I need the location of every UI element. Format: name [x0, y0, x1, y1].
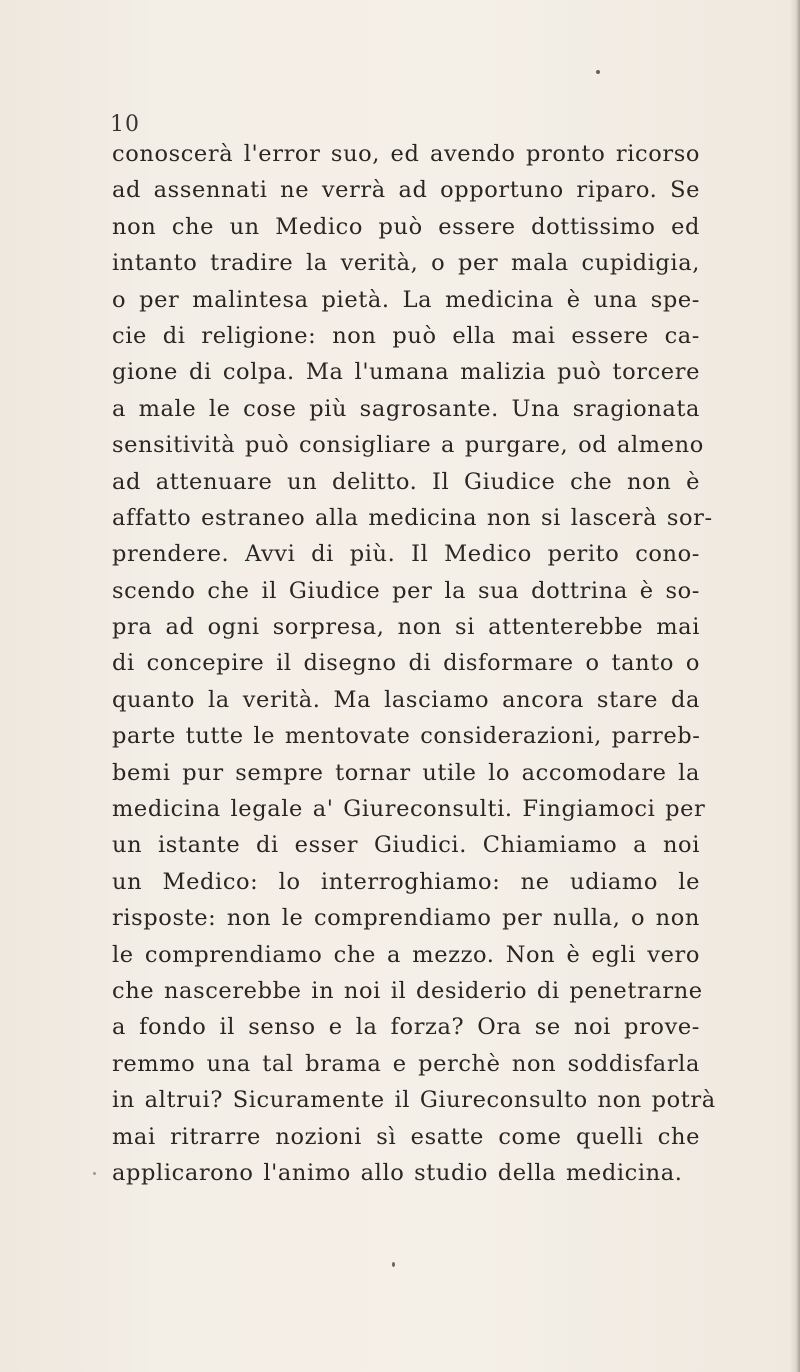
text-line: in altrui? Sicuramente il Giureconsulto non potrà [112, 1087, 716, 1114]
text-line: le comprendiamo che a mezzo. Non è egli vero [112, 941, 700, 968]
page-edge-shadow [790, 0, 800, 1372]
text-line: un Medico: lo interroghiamo: ne udiamo le [112, 868, 700, 895]
page-number: 10 [110, 112, 140, 137]
text-line: non che un Medico può essere dottissimo ed [112, 213, 700, 240]
text-line: sensitività può consigliare a purgare, od almeno [112, 432, 704, 459]
text-line: di concepire il disegno di disformare o tanto o [112, 650, 700, 677]
text-line: applicarono l'animo allo studio della medicina. [112, 1159, 683, 1186]
text-line: quanto la verità. Ma lasciamo ancora stare da [112, 686, 700, 713]
text-line: medicina legale a' Giureconsulti. Fingiamoci per [112, 796, 706, 823]
body-text [112, 136, 716, 1191]
text-line: che nascerebbe in noi il desiderio di penetrarne [112, 977, 703, 1004]
text-line: parte tutte le mentovate considerazioni, parreb- [112, 723, 701, 750]
paper-speck [596, 70, 600, 74]
text-line: ad attenuare un delitto. Il Giudice che non è [112, 468, 700, 495]
paper-speck [392, 1262, 395, 1267]
text-line: mai ritrarre nozioni sì esatte come quelli che [112, 1123, 700, 1150]
text-line: scendo che il Giudice per la sua dottrina è so- [112, 577, 700, 604]
text-line: a male le cose più sagrosante. Una sragionata [112, 395, 700, 422]
text-line: pra ad ogni sorpresa, non si attenterebbe mai [112, 614, 700, 641]
text-line: ad assennati ne verrà ad opportuno riparo. Se [112, 177, 700, 204]
text-line: a fondo il senso e la forza? Ora se noi prove- [112, 1014, 700, 1041]
text-line: prendere. Avvi di più. Il Medico perito cono- [112, 541, 700, 568]
text-line: gione di colpa. Ma l'umana malizia può torcere [112, 359, 700, 386]
text-line: o per malintesa pietà. La medicina è una spe- [112, 286, 700, 313]
text-line: cie di religione: non può ella mai essere ca- [112, 322, 700, 349]
text-line: risposte: non le comprendiamo per nulla, o non [112, 905, 700, 932]
text-line: conoscerà l'error suo, ed avendo pronto ricorso [112, 141, 700, 167]
text-line: un istante di esser Giudici. Chiamiamo a noi [112, 832, 700, 859]
text-line: affatto estraneo alla medicina non si lascerà sor- [112, 504, 713, 531]
text-line: intanto tradire la verità, o per mala cupidigia, [112, 250, 700, 277]
text-line: remmo una tal brama e perchè non soddisfarla [112, 1050, 700, 1077]
paper-speck [93, 1172, 96, 1175]
text-line: bemi pur sempre tornar utile lo accomodare la [112, 759, 700, 786]
